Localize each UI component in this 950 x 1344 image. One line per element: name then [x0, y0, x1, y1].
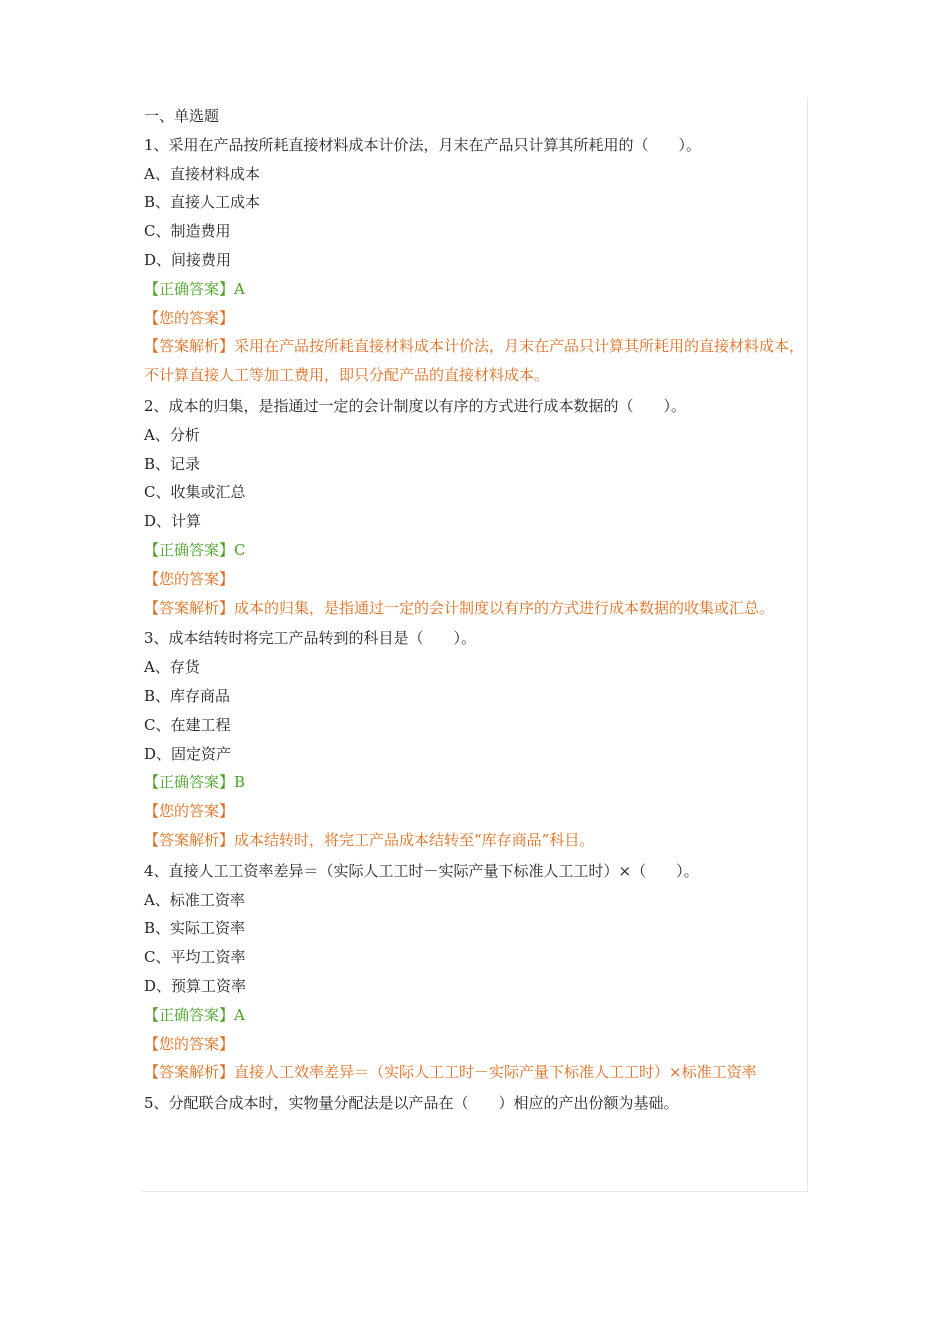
correct-answer-value: A: [234, 1005, 245, 1024]
question-stem: 4、直接人工工资率差异＝（实际人工工时－实际产量下标准人工工时）×（ ）。: [144, 861, 699, 880]
analysis-label: 【答案解析】: [144, 598, 235, 617]
analysis-label: 【答案解析】: [144, 337, 235, 356]
question-block: [144, 624, 807, 854]
question-block: [144, 857, 807, 1087]
your-answer-label: 【您的答案】: [144, 802, 235, 821]
correct-answer-label: 【正确答案】: [144, 279, 235, 298]
option-c: C、收集或汇总: [144, 483, 246, 502]
correct-answer-label: 【正确答案】: [144, 773, 235, 792]
option-d: D、预算工资率: [144, 976, 247, 995]
option-b: B、直接人工成本: [144, 193, 261, 212]
your-answer-label: 【您的答案】: [144, 308, 235, 327]
correct-answer-value: B: [234, 773, 246, 792]
analysis-label: 【答案解析】: [144, 830, 235, 849]
option-b: B、实际工资率: [144, 919, 246, 938]
analysis-label: 【答案解析】: [144, 1063, 235, 1082]
your-answer: [144, 1030, 807, 1059]
your-answer: [144, 304, 807, 333]
option-c: C、在建工程: [144, 715, 231, 734]
correct-answer: [144, 1001, 807, 1030]
question-block: [144, 131, 807, 390]
your-answer: [144, 565, 807, 594]
your-answer-label: 【您的答案】: [144, 1034, 235, 1053]
analysis-text: 采用在产品按所耗直接材料成本计价法，月末在产品只计算其所耗用的直接材料成本，不计算直接人工等加工费用，即只分配产品的直接材料成本。: [144, 337, 805, 385]
answer-analysis: [144, 594, 807, 623]
option-d: D、计算: [144, 512, 202, 531]
analysis-text: 成本结转时，将完工产品成本结转至“库存商品”科目。: [234, 830, 595, 849]
correct-answer: [144, 275, 807, 304]
analysis-text: 成本的归集，是指通过一定的会计制度以有序的方式进行成本数据的收集或汇总。: [234, 598, 775, 617]
your-answer: [144, 797, 807, 826]
correct-answer-label: 【正确答案】: [144, 540, 235, 559]
option-d: D、间接费用: [144, 250, 232, 269]
answer-analysis: [144, 332, 807, 390]
option-b: B、记录: [144, 454, 201, 473]
question-stem: 3、成本结转时将完工产品转到的科目是（ ）。: [144, 629, 477, 648]
question-block: [144, 1089, 807, 1118]
question-block: [144, 392, 807, 622]
correct-answer: [144, 536, 807, 565]
option-a: A、标准工资率: [144, 890, 245, 909]
question-stem: 5、分配联合成本时，实物量分配法是以产品在（ ）相应的产出份额为基础。: [144, 1094, 679, 1113]
section-title: 一、单选题: [144, 107, 220, 125]
analysis-text: 直接人工效率差异＝（实际人工工时－实际产量下标准人工工时）×标准工资率: [234, 1063, 757, 1082]
option-c: C、制造费用: [144, 222, 231, 241]
answer-analysis: [144, 826, 807, 855]
option-a: A、分析: [144, 425, 200, 444]
correct-answer: [144, 768, 807, 797]
correct-answer-value: A: [234, 279, 245, 298]
correct-answer-value: C: [234, 540, 246, 559]
question-stem: 2、成本的归集，是指通过一定的会计制度以有序的方式进行成本数据的（ ）。: [144, 396, 687, 415]
option-a: A、存货: [144, 658, 200, 677]
question-stem: 1、采用在产品按所耗直接材料成本计价法，月末在产品只计算其所耗用的（ ）。: [144, 135, 702, 154]
option-d: D、固定资产: [144, 744, 232, 763]
option-b: B、库存商品: [144, 686, 231, 705]
document-body: [142, 97, 808, 1192]
your-answer-label: 【您的答案】: [144, 569, 235, 588]
option-a: A、直接材料成本: [144, 164, 260, 183]
answer-analysis: [144, 1058, 807, 1087]
option-c: C、平均工资率: [144, 948, 246, 967]
correct-answer-label: 【正确答案】: [144, 1005, 235, 1024]
